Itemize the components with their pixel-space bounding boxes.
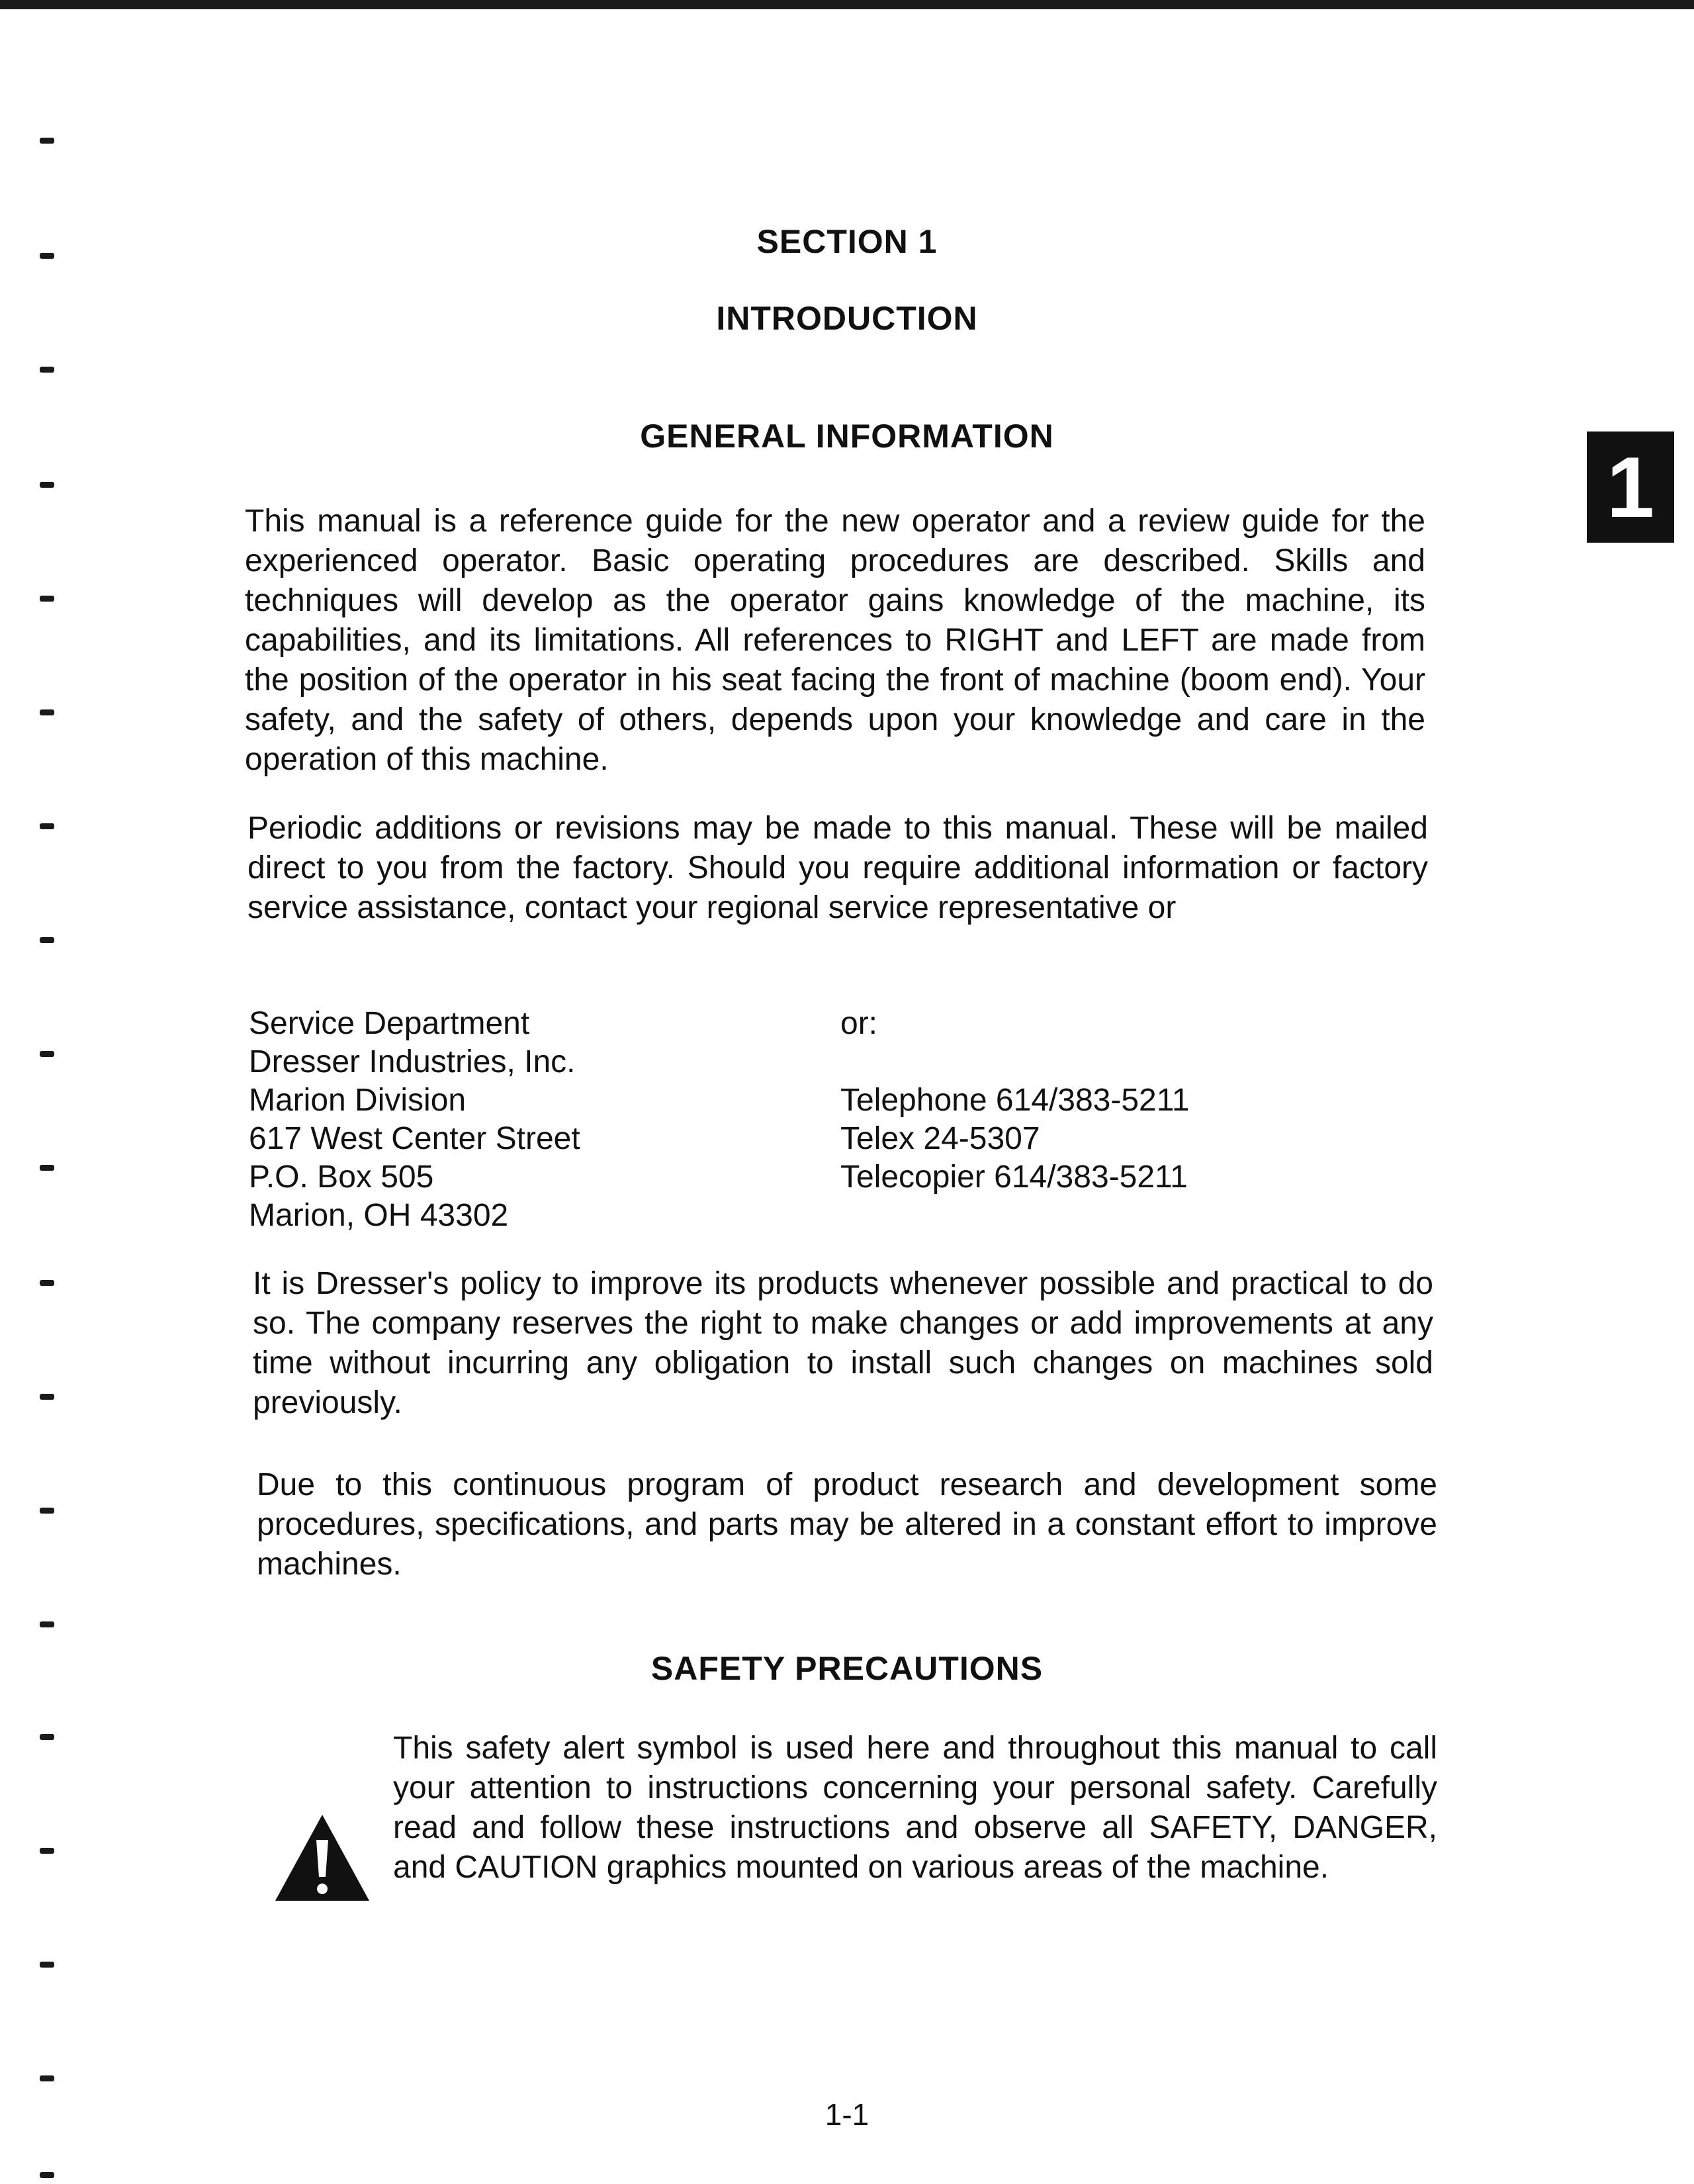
address-line: Marion, OH 43302 bbox=[249, 1198, 509, 1233]
binder-mark bbox=[40, 709, 54, 715]
contact-block bbox=[840, 1005, 1190, 1197]
section-number: SECTION 1 bbox=[756, 223, 938, 260]
safety-alert-icon bbox=[273, 1812, 372, 1903]
binder-mark bbox=[40, 2172, 54, 2178]
binder-mark bbox=[40, 1508, 54, 1514]
binder-mark bbox=[40, 367, 54, 373]
binder-mark bbox=[40, 1280, 54, 1286]
binder-mark bbox=[40, 1962, 54, 1968]
page-number: 1-1 bbox=[825, 2097, 869, 2132]
general-information-paragraph-2: Periodic additions or revisions may be made to this manual. These will be mailed direct to you from the factory. Should you require additional information or factory service assistance, contact your regional service representative or bbox=[247, 811, 1428, 925]
address-line: Dresser Industries, Inc. bbox=[249, 1044, 576, 1079]
general-information-paragraph-4: Due to this continuous program of product research and development some procedures, specifications, and parts may be altered in a constant effort to improve machines. bbox=[257, 1467, 1437, 1582]
address-line: Service Department bbox=[249, 1006, 530, 1041]
address-block bbox=[249, 1005, 580, 1235]
binder-mark bbox=[40, 1621, 54, 1627]
address-line: P.O. Box 505 bbox=[249, 1160, 434, 1195]
binder-mark bbox=[40, 1734, 54, 1740]
binder-mark bbox=[40, 596, 54, 602]
binder-mark bbox=[40, 937, 54, 943]
binder-mark bbox=[40, 1848, 54, 1854]
binder-mark bbox=[40, 482, 54, 488]
binder-mark bbox=[40, 1165, 54, 1171]
telecopier-number: Telecopier 614/383-5211 bbox=[840, 1160, 1188, 1195]
binder-mark bbox=[40, 2075, 54, 2081]
general-information-paragraph-1: This manual is a reference guide for the new operator and a review guide for the experienced operator. Basic operating procedures are described. Skills and techniques will develop as the operator gains knowledge of the machine, its capabilities, and its limitations. All references to RIGHT and LEFT are made from the position of the operator in his seat facing the front of machine (boom end). Your safety, and the safety of others, depends upon your knowledge and care in the operation of this machine. bbox=[245, 504, 1425, 777]
binder-mark bbox=[40, 1394, 54, 1400]
or-label: or: bbox=[840, 1006, 878, 1041]
safety-precautions-heading: SAFETY PRECAUTIONS bbox=[650, 1650, 1044, 1687]
telephone-number: Telephone 614/383-5211 bbox=[840, 1083, 1190, 1118]
address-line: 617 West Center Street bbox=[249, 1121, 580, 1156]
binder-mark bbox=[40, 1051, 54, 1057]
top-border-rule bbox=[0, 0, 1694, 9]
binder-mark bbox=[40, 823, 54, 829]
general-information-paragraph-3: It is Dresser's policy to improve its products whenever possible and practical to do so. The company reserves the right to make changes or add improvements at any time without incurring any obligation to install such changes on machines sold previously. bbox=[253, 1266, 1433, 1420]
general-information-heading: GENERAL INFORMATION bbox=[640, 418, 1054, 455]
telex-number: Telex 24-5307 bbox=[840, 1121, 1040, 1156]
section-tab: 1 bbox=[1587, 432, 1674, 543]
section-title: INTRODUCTION bbox=[716, 300, 978, 337]
address-line: Marion Division bbox=[249, 1083, 467, 1118]
safety-precautions-paragraph: This safety alert symbol is used here and throughout this manual to call your attention to instructions concerning your personal safety. Carefully read and follow these instructions and observe all SAFETY, DANGER, and CAUTION graphics mounted on various areas of the machine. bbox=[393, 1731, 1437, 1885]
binder-mark bbox=[40, 138, 54, 144]
